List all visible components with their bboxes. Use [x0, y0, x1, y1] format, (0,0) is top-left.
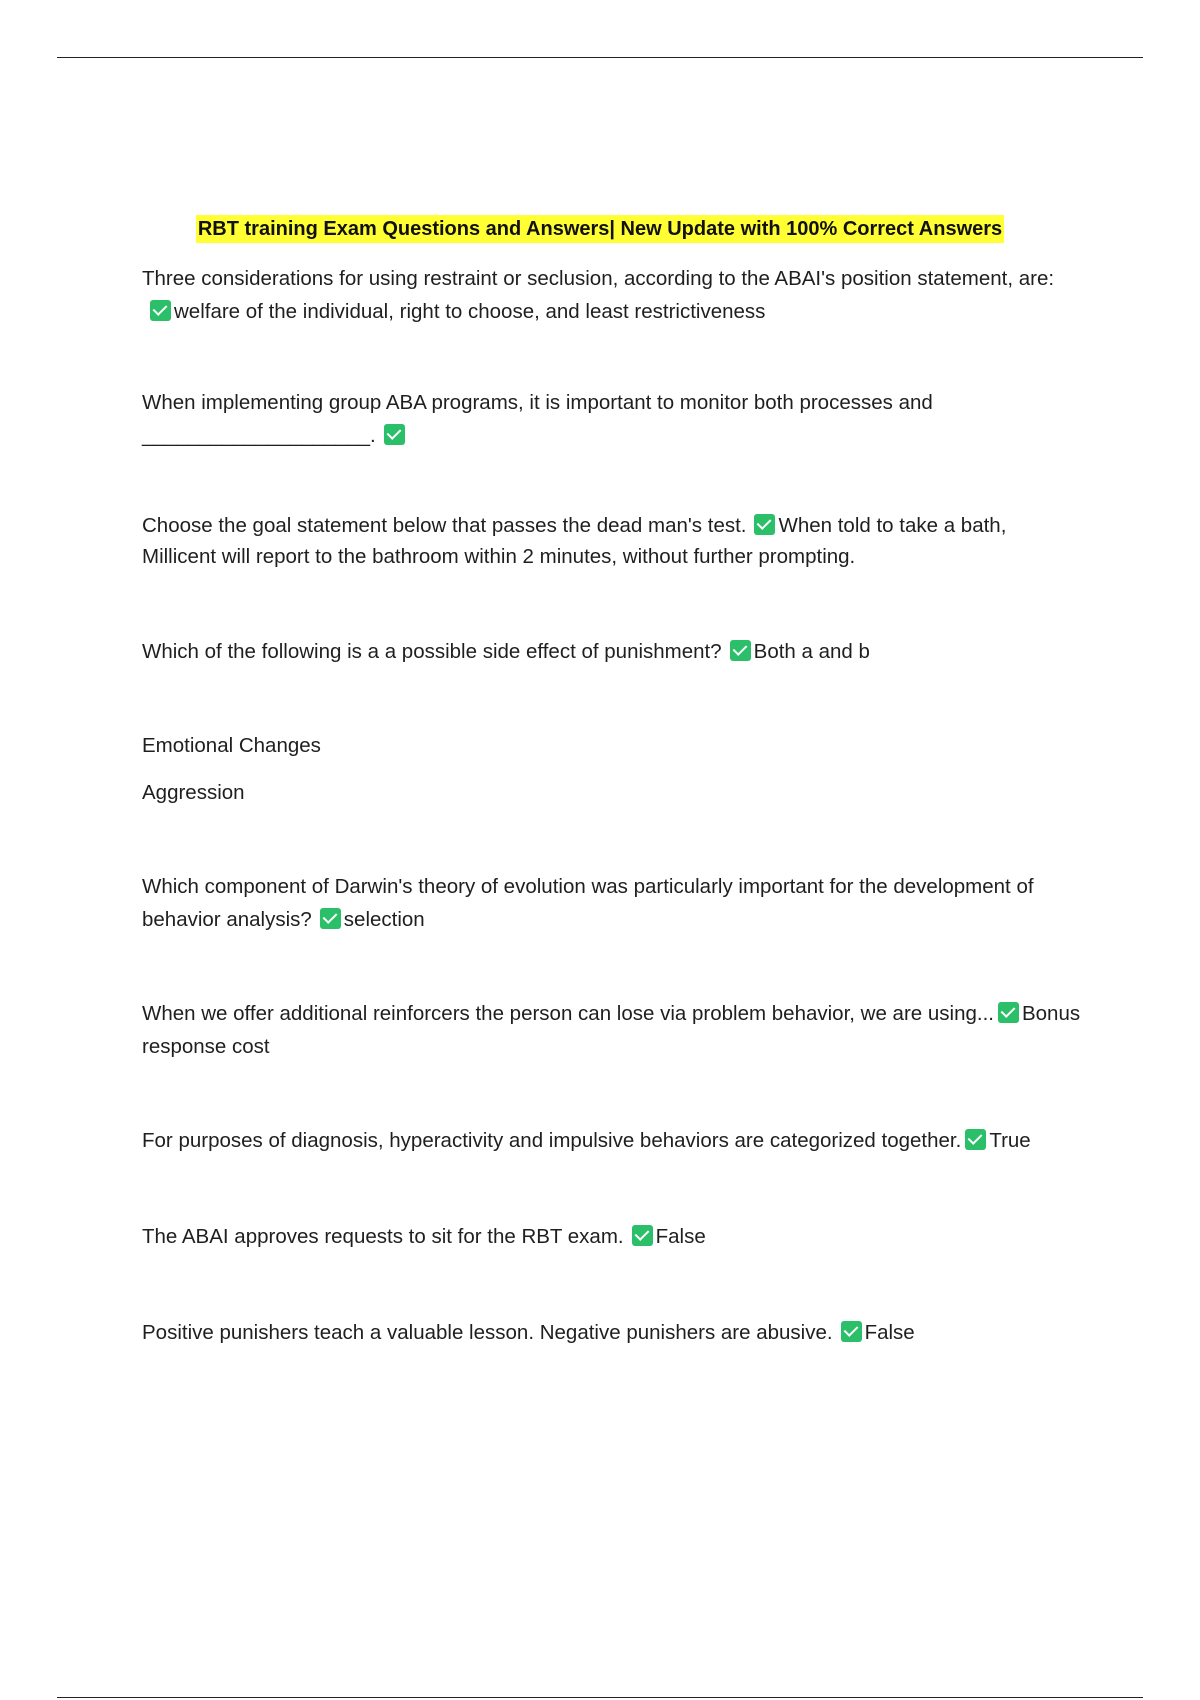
- check-box-icon: [320, 908, 341, 929]
- option-text: Emotional Changes: [142, 734, 321, 757]
- qa-item: [142, 1124, 1082, 1157]
- question-text: When we offer additional reinforcers the person can lose via problem behavior, we are using...: [142, 1002, 994, 1025]
- qa-item: [142, 1220, 1082, 1253]
- qa-item: [142, 510, 1082, 572]
- answer-text: True: [989, 1129, 1031, 1152]
- qa-item: [142, 386, 1082, 452]
- question-text: When implementing group ABA programs, it is important to monitor both processes and ____________________.: [142, 391, 933, 447]
- document-title: RBT training Exam Questions and Answers| New Update with 100% Correct Answers: [196, 215, 1004, 243]
- qa-item: [142, 635, 1082, 668]
- question-text: For purposes of diagnosis, hyperactivity and impulsive behaviors are categorized together.: [142, 1129, 962, 1152]
- option-item: [142, 776, 1082, 809]
- check-box-icon: [150, 300, 171, 321]
- question-text: Positive punishers teach a valuable lesson. Negative punishers are abusive.: [142, 1321, 833, 1344]
- check-box-icon: [730, 640, 751, 661]
- answer-text: welfare of the individual, right to choose, and least restrictiveness: [174, 300, 766, 323]
- qa-item: [142, 1316, 1082, 1349]
- qa-item: [142, 997, 1082, 1063]
- question-text: Which component of Darwin's theory of evolution was particularly important for the development of behavior analysis?: [142, 875, 1034, 931]
- answer-text: When told to take a bath, Millicent will report to the bathroom within 2 minutes, without further prompting.: [142, 514, 1007, 568]
- title-container: [0, 215, 1200, 243]
- footer-rule: [57, 1697, 1143, 1698]
- document-body: [142, 262, 1082, 1349]
- check-box-icon: [998, 1002, 1019, 1023]
- answer-text: False: [655, 1225, 706, 1248]
- answer-text: False: [864, 1321, 915, 1344]
- answer-text: Both a and b: [753, 640, 870, 663]
- check-box-icon: [384, 424, 405, 445]
- qa-item: [142, 262, 1082, 328]
- answer-text: selection: [343, 908, 425, 931]
- check-box-icon: [632, 1225, 653, 1246]
- option-item: [142, 729, 1082, 762]
- qa-item: [142, 870, 1082, 936]
- check-box-icon: [841, 1321, 862, 1342]
- check-box-icon: [754, 514, 775, 535]
- question-text: Choose the goal statement below that passes the dead man's test.: [142, 514, 747, 537]
- question-text: The ABAI approves requests to sit for the RBT exam.: [142, 1225, 624, 1248]
- header-rule: [57, 57, 1143, 58]
- check-box-icon: [965, 1129, 986, 1150]
- option-text: Aggression: [142, 781, 245, 804]
- question-text: Three considerations for using restraint or seclusion, according to the ABAI's position statement, are:: [142, 267, 1055, 290]
- question-text: Which of the following is a a possible side effect of punishment?: [142, 640, 722, 663]
- answer-text: Bonus response cost: [142, 1002, 1081, 1058]
